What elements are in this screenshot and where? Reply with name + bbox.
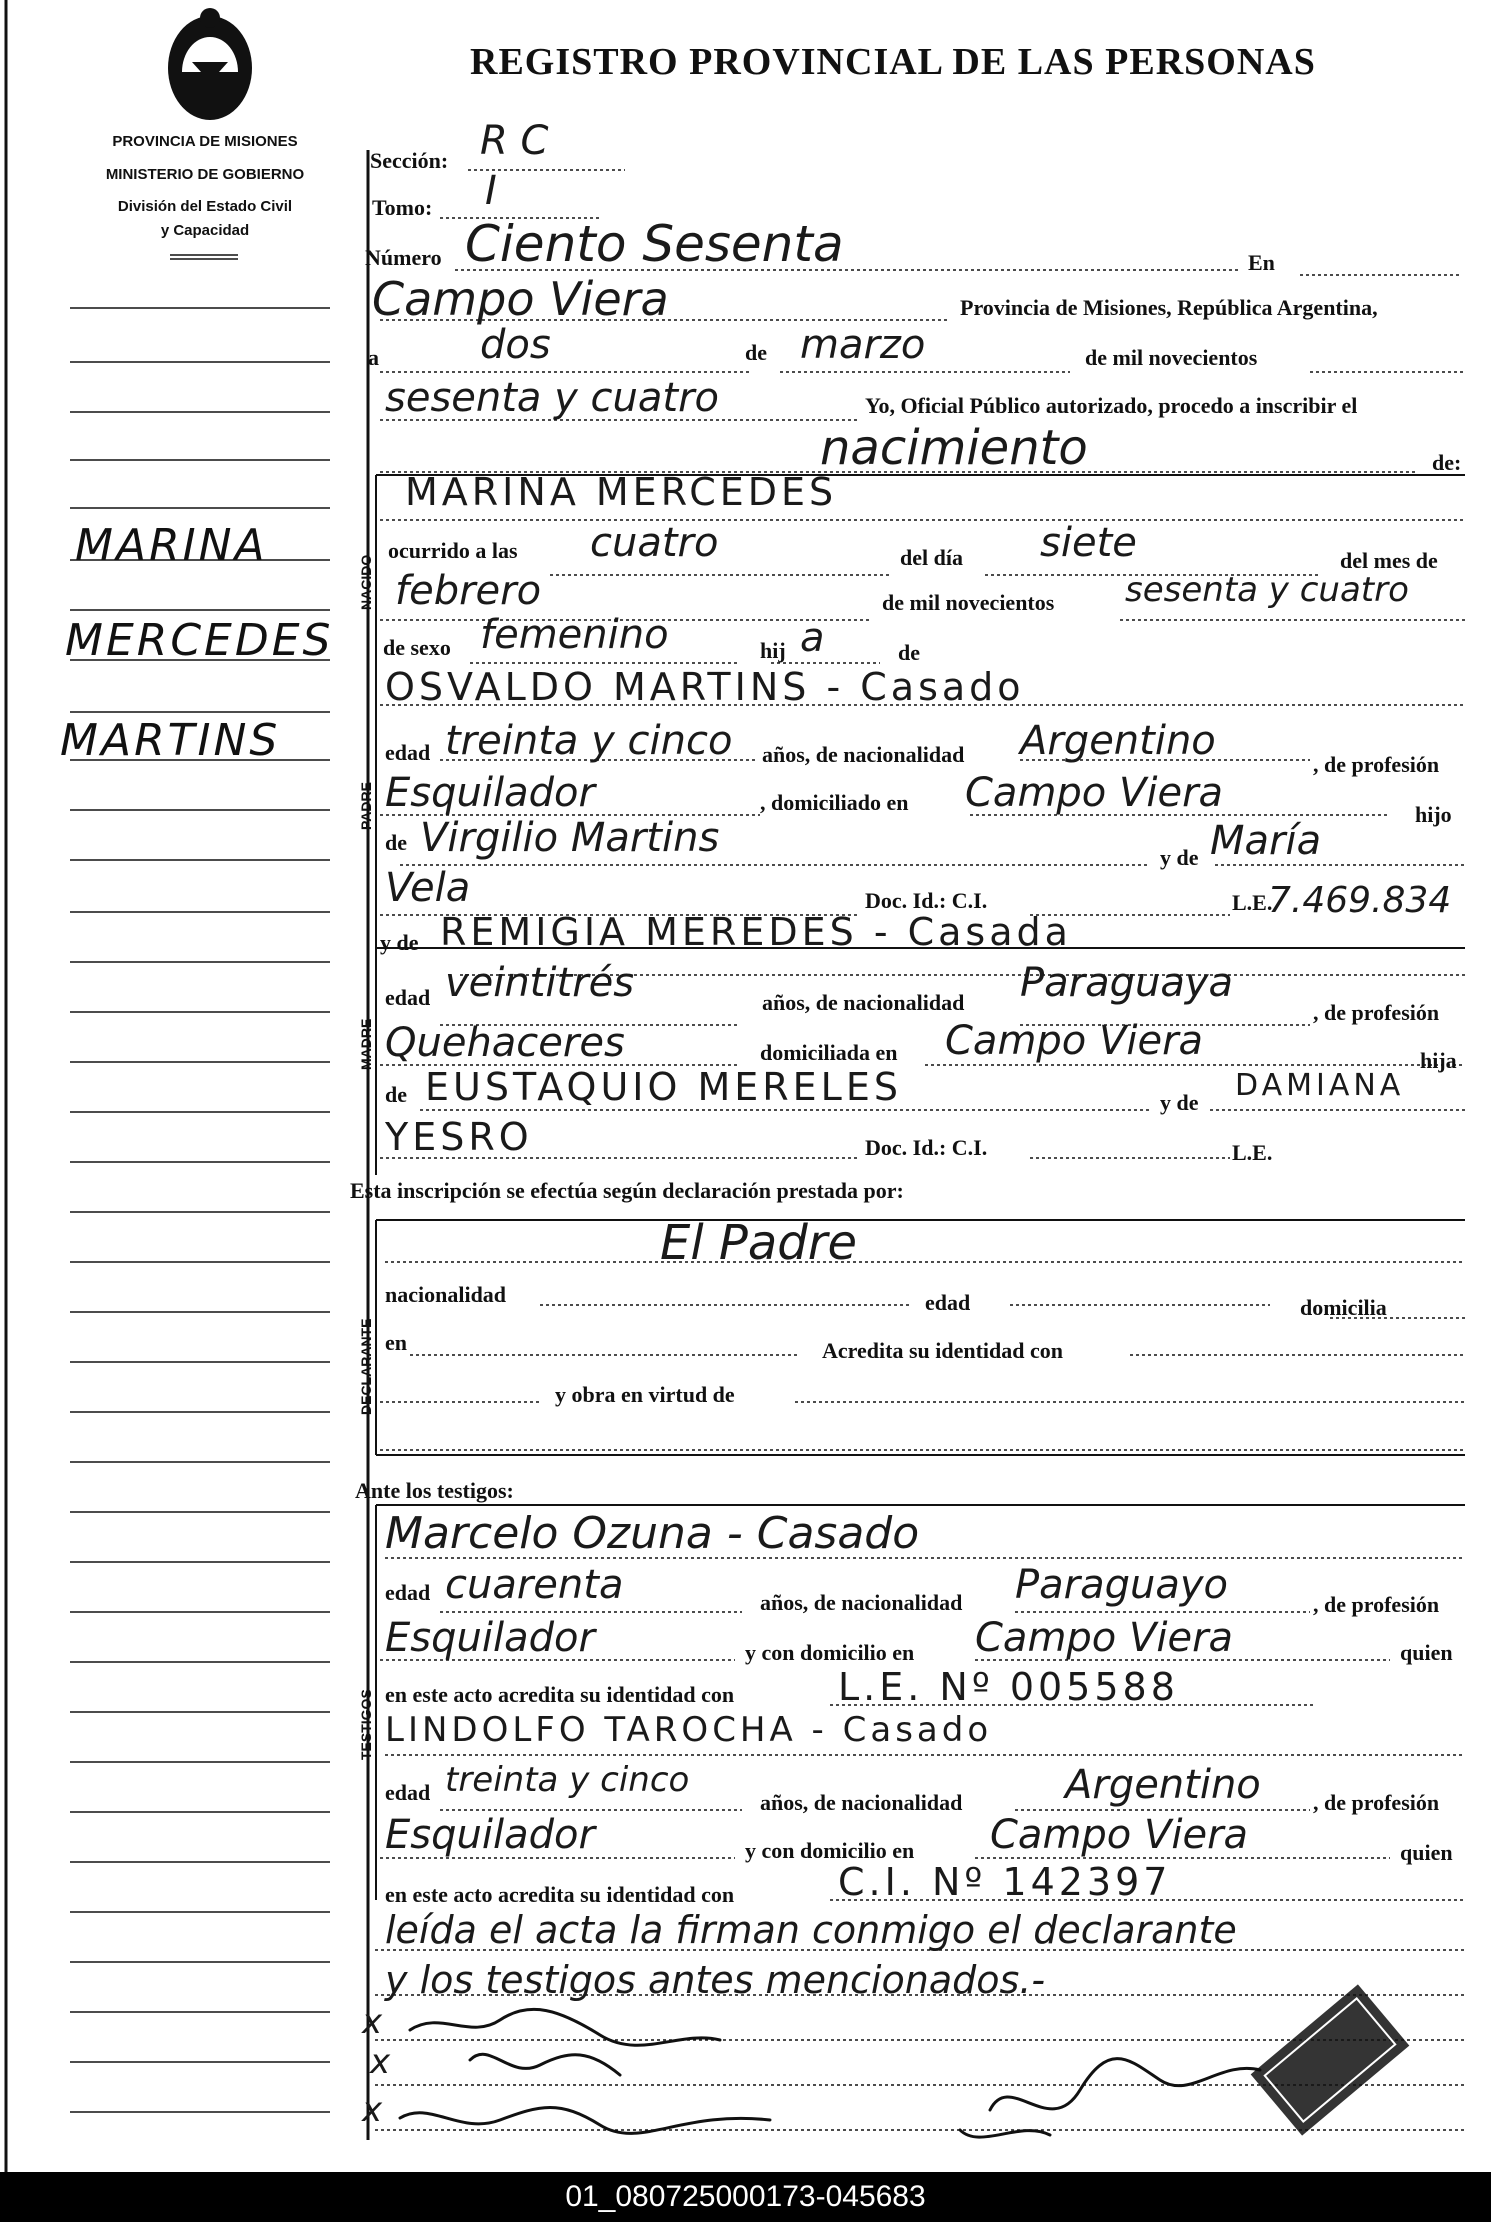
provincia-text: Provincia de Misiones, República Argentina,	[960, 295, 1378, 320]
oficial-text: Yo, Oficial Público autorizado, procedo a inscribir el	[865, 393, 1358, 418]
testigo1-nombre: Marcelo Ozuna - Casado	[385, 1508, 920, 1559]
numero-label: Número	[365, 245, 442, 270]
declarante-en-label: en	[385, 1330, 407, 1355]
madre-profesion-label: , de profesión	[1313, 1000, 1440, 1025]
seccion-value: R C	[480, 118, 549, 164]
de-label: de	[745, 340, 767, 365]
padre-le-label: L.E.	[1232, 890, 1273, 915]
cierre-linea-1: leída el acta la firman conmigo el declarante	[385, 1908, 1237, 1952]
testigo2-edad-label: edad	[385, 1780, 431, 1805]
padre-y-de-label: y de	[1160, 845, 1199, 870]
tomo-value: I	[485, 168, 497, 214]
dia-value: dos	[480, 322, 551, 368]
acredita-label: Acredita su identidad con	[822, 1338, 1064, 1363]
nacido-nombre: MARINA MERCEDES	[405, 470, 838, 514]
del-dia-label: del día	[900, 545, 963, 570]
side-label-madre: MADRE	[358, 1018, 374, 1070]
madre-y-de-label-2: y de	[1160, 1090, 1199, 1115]
hij-value: a	[800, 615, 825, 661]
hij-label: hij	[760, 638, 786, 663]
testigo2-nacionalidad-label: años, de nacionalidad	[760, 1790, 963, 1815]
padre-madre: María	[1210, 818, 1322, 864]
numero-value: Ciento Sesenta	[465, 215, 844, 273]
seccion-label: Sección:	[370, 148, 449, 173]
margin-name-line-3: MARTINS	[60, 715, 281, 766]
acto-value: nacimiento	[820, 420, 1088, 476]
mes-value: marzo	[800, 322, 926, 368]
ocurrido-label: ocurrido a las	[388, 538, 518, 563]
domiciliada-label: domiciliada en	[760, 1040, 898, 1065]
sexo-value: femenino	[480, 612, 669, 658]
testigo1-doc: L.E. Nº 005588	[838, 1665, 1179, 1709]
testigo1-edad-label: edad	[385, 1580, 431, 1605]
testigo2-dom: Campo Viera	[990, 1812, 1249, 1858]
padre-profesion-label: , de profesión	[1313, 752, 1440, 777]
padre-edad-label: edad	[385, 740, 431, 765]
a-label: a	[368, 345, 379, 370]
side-label-padre: PADRE	[358, 782, 374, 830]
madre-doc-label: Doc. Id.: C.I.	[865, 1135, 988, 1160]
cierre-linea-2: y los testigos antes mencionados.-	[385, 1958, 1046, 2002]
testigo2-domicilio-label: y con domicilio en	[745, 1838, 915, 1863]
testigo1-acredita-label: en este acto acredita su identidad con	[385, 1682, 735, 1707]
testigos-label: Ante los testigos:	[355, 1478, 514, 1503]
padre-doc-label: Doc. Id.: C.I.	[865, 888, 988, 913]
agency-line-3: División del Estado Civil	[117, 198, 293, 215]
agency-line-4: y Capacidad	[160, 222, 250, 239]
testigo2-profesion-label: , de profesión	[1313, 1790, 1440, 1815]
lugar-value: Campo Viera	[372, 272, 669, 326]
padre-de-label: de	[385, 830, 407, 855]
side-label-testigos: TESTIGOS	[358, 1689, 374, 1760]
domiciliado-label: , domiciliado en	[760, 790, 909, 815]
madre-nombre: REMIGIA MEREDES - Casada	[440, 910, 1072, 954]
side-label-declarante: DECLARANTE	[358, 1318, 374, 1415]
de3-label: de	[898, 640, 920, 665]
testigo2-nombre: LINDOLFO TAROCHA - Casado	[385, 1710, 993, 1750]
testigo1-domicilio-label: y con domicilio en	[745, 1640, 915, 1665]
sexo-label: de sexo	[383, 635, 451, 660]
testigo2-edad: treinta y cinco	[445, 1760, 690, 1800]
testigo2-acredita-label: en este acto acredita su identidad con	[385, 1882, 735, 1907]
declarante-edad-label: edad	[925, 1290, 971, 1315]
madre-nac: Paraguaya	[1020, 960, 1234, 1006]
signature-mark-2: x	[370, 2042, 391, 2082]
signature-mark-1: x	[362, 2002, 383, 2042]
agency-line-2: MINISTERIO DE GOBIERNO	[105, 166, 305, 183]
official-stamp	[1251, 1984, 1410, 2135]
padre-madre-2: Vela	[385, 865, 471, 911]
domicilia-label: domicilia	[1300, 1295, 1387, 1320]
padre-padre: Virgilio Martins	[420, 815, 720, 861]
declarante-nacionalidad-label: nacionalidad	[385, 1282, 507, 1307]
madre-nacionalidad-label: años, de nacionalidad	[762, 990, 965, 1015]
padre-nacionalidad-label: años, de nacionalidad	[762, 742, 965, 767]
testigo1-nac: Paraguayo	[1015, 1562, 1228, 1608]
dia-nac-value: siete	[1040, 520, 1137, 566]
padre-edad: treinta y cinco	[445, 718, 733, 764]
margin-name-line-2: MERCEDES	[65, 615, 334, 666]
madre-y-de-label: y de	[380, 930, 419, 955]
testigo1-edad: cuarenta	[445, 1562, 624, 1608]
testigo1-nacionalidad-label: años, de nacionalidad	[760, 1590, 963, 1615]
madre-de-label: de	[385, 1082, 407, 1107]
padre-nac: Argentino	[1020, 718, 1216, 764]
novecientos-text: de mil novecientos	[1085, 345, 1258, 370]
testigo1-profesion-label: , de profesión	[1313, 1592, 1440, 1617]
del-mes-label: del mes de	[1340, 548, 1438, 573]
madre-le-label: L.E.	[1232, 1140, 1273, 1165]
signature-mark-3: x	[362, 2090, 383, 2130]
madre-madre-2: YESRO	[385, 1115, 533, 1159]
padre-le: 7.469.834	[1268, 880, 1452, 921]
testigo2-nac: Argentino	[1065, 1762, 1261, 1808]
padre-prof: Esquilador	[385, 770, 595, 816]
madre-madre: DAMIANA	[1235, 1068, 1405, 1103]
mil-nov-label: de mil novecientos	[882, 590, 1055, 615]
en-label: En	[1248, 250, 1275, 275]
madre-dom: Campo Viera	[945, 1018, 1204, 1064]
agency-line-1: PROVINCIA DE MISIONES	[112, 133, 298, 150]
document-title: REGISTRO PROVINCIAL DE LAS PERSONAS	[470, 41, 1316, 83]
anio-value: sesenta y cuatro	[385, 375, 720, 421]
de2-label: de:	[1432, 450, 1462, 475]
padre-nombre: OSVALDO MARTINS - Casado	[385, 665, 1025, 709]
testigo2-doc: C.I. Nº 142397	[838, 1860, 1172, 1904]
declarante-value: El Padre	[660, 1215, 858, 1271]
testigo1-prof: Esquilador	[385, 1615, 595, 1661]
testigo2-prof: Esquilador	[385, 1812, 595, 1858]
scan-id-footer: 01_080725000173-045683	[0, 2172, 1491, 2222]
declaracion-text: Esta inscripción se efectúa según declaración prestada por:	[350, 1178, 904, 1203]
padre-dom: Campo Viera	[965, 770, 1224, 816]
madre-padre: EUSTAQUIO MERELES	[425, 1065, 902, 1109]
testigo1-dom: Campo Viera	[975, 1615, 1234, 1661]
testigo2-quien-label: quien	[1400, 1840, 1453, 1865]
obra-label: y obra en virtud de	[555, 1382, 735, 1407]
anio-nac-value: sesenta y cuatro	[1125, 570, 1409, 610]
hora-value: cuatro	[590, 520, 719, 566]
hijo-label: hijo	[1415, 802, 1452, 827]
margin-name-line-1: MARINA	[75, 520, 268, 571]
madre-edad: veintitrés	[445, 960, 635, 1006]
mes-nac-value: febrero	[395, 568, 542, 614]
hija-label: hija	[1420, 1048, 1457, 1073]
tomo-label: Tomo:	[372, 195, 433, 220]
madre-edad-label: edad	[385, 985, 431, 1010]
side-label-nacido: NACIDO	[358, 554, 374, 610]
madre-prof: Quehaceres	[385, 1020, 625, 1066]
testigo1-quien-label: quien	[1400, 1640, 1453, 1665]
